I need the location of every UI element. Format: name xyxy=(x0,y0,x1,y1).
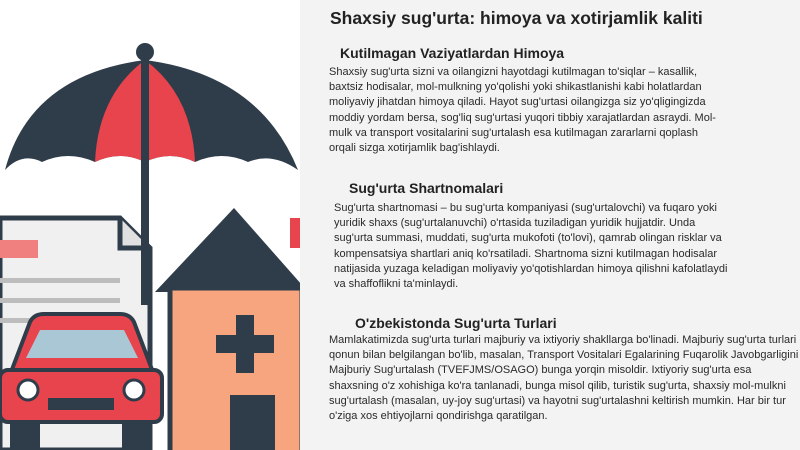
section-heading-protection: Kutilmagan Vaziyatlardan Himoya xyxy=(340,45,565,61)
section-heading-contracts: Sug'urta Shartnomalari xyxy=(349,180,504,196)
page-title: Shaxsiy sug'urta: himoya va xotirjamlik kaliti xyxy=(330,8,703,28)
article-panel xyxy=(300,0,800,450)
house-icon xyxy=(155,208,300,450)
section-body-protection: Shaxsiy sug'urta sizni va oilangizni hayotdagi kutilmagan to'siqlar – kasallik, baxtsiz hodisalar, mol-mulkning yo'qolishi yoki shikastlanishi kabi holatlardan moliyaviy jihatdan himoya qiladi. Hayot sug'urtasi oilangizga siz yo'qligingizda moddiy yordam bersa, sog'liq sug'urtasi yuqori tibbiy xarajatlardan asraydi. Mol-mulk va transport vositalarini sug'urtalash esa kutilmagan zararlarni qoplash orqali sizga xotirjamlik bag'ishlaydi. xyxy=(329,66,716,155)
insurance-illustration xyxy=(0,0,300,450)
section-body-types: Mamlakatimizda sug'urta turlari majburiy va ixtiyoriy shakllarga bo'linadi. Majburiy sug'urta turlari qonun bilan belgilangan bo'lib, masalan, Transport Vositalari Egalarining Fuqarolik Javobgarligini Majburiy Sug'urtalash (TVEFJMS/OSAGO) bunga yorqin misoldir. Ixtiyoriy sug'urta esa shaxsning o'z xohishiga ko'ra tanlanadi, bunga misol qilib, turistik sug'urta, shaxsiy mol-mulkni sug'urtalash (masalan, uy-joy sug'urtasi) va hayotni sug'urtalashni keltirish mumkin. Har bir tur o'ziga xos ehtiyojlarni qondirishga qaratilgan. xyxy=(329,334,799,423)
section-body-contracts: Sug'urta shartnomasi – bu sug'urta kompaniyasi (sug'urtalovchi) va fuqaro yoki yuridik shaxs (sug'urtalanuvchi) o'rtasida tuziladigan yuridik hujjatdir. Unda sug'urta summasi, muddati, sug'urta mukofoti (to'lovi), qamrab olingan risklar va kompensatsiya shartlari aniq ko'rsatiladi. Shartnoma sizni kutilmagan hodisalar natijasida yuzaga keladigan moliyaviy yo'qotishlardan himoya qilishni kafolatlaydi va shaffoflikni ta'minlaydi. xyxy=(334,202,728,291)
section-heading-types: O'zbekistonda Sug'urta Turlari xyxy=(355,315,557,331)
